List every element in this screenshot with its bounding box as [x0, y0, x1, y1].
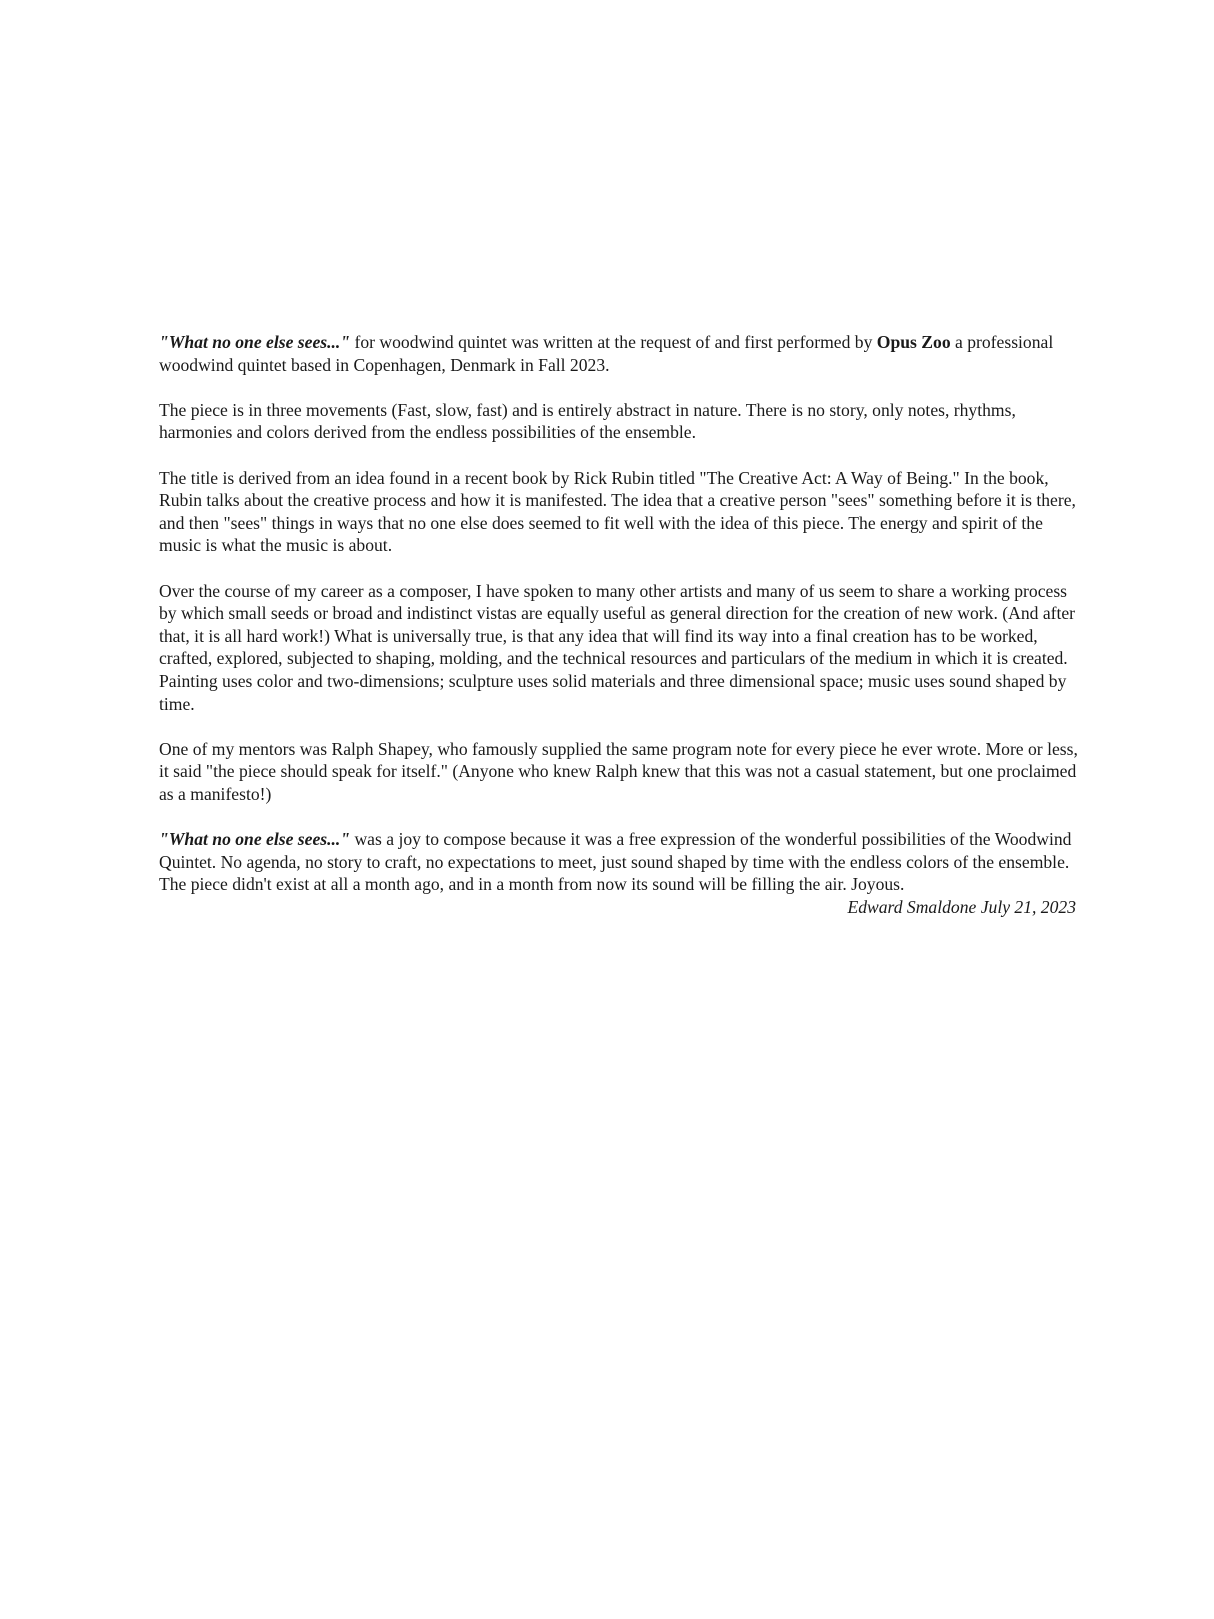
- program-note: [159, 331, 1079, 918]
- paragraph-closing: [159, 828, 1079, 896]
- paragraph-movements: The piece is in three movements (Fast, slow, fast) and is entirely abstract in nature. There is no story, only notes, rhythms, harmonies and colors derived from the endless possibilities of the ensemble.: [159, 399, 1016, 443]
- ensemble-name: Opus Zoo: [876, 332, 951, 352]
- piece-title: "What no one else sees...": [159, 332, 351, 352]
- paragraph-mentor: One of my mentors was Ralph Shapey, who famously supplied the same program note for every piece he ever wrote. More or less, it said "the piece should speak for itself." (Anyone who knew Ralph knew that this was not a casual statement, but one proclaimed as a manifesto!): [159, 738, 1078, 804]
- paragraph-creative-process: Over the course of my career as a composer, I have spoken to many other artists and many of us seem to share a working process by which small seeds or broad and indistinct vistas are equally useful as general direction for the creation of new work. (And after that, it is all hard work!) What is universally true, is that any idea that will find its way into a final creation has to be worked, crafted, explored, subjected to shaping, molding, and the technical resources and particulars of the medium in which it is created. Painting uses color and two-dimensions; sculpture uses solid materials and three dimensional space; music uses sound shaped by time.: [159, 580, 1076, 714]
- signature: Edward Smaldone July 21, 2023: [847, 896, 1076, 917]
- paragraph-intro: [159, 331, 1079, 376]
- closing-text: was a joy to compose because it was a free expression of the wonderful possibilities of the Woodwind Quintet. No agenda, no story to craft, no expectations to meet, just sound shaped by time with the endless colors of the ensemble. The piece didn't exist at all a month ago, and in a month from now its sound will be filling the air. Joyous.: [159, 829, 1072, 895]
- intro-text-a: for woodwind quintet was written at the request of and first performed by: [350, 332, 877, 352]
- piece-title-closing: "What no one else sees...": [159, 829, 351, 850]
- paragraph-title-origin: The title is derived from an idea found in a recent book by Rick Rubin titled "The Creative Act: A Way of Being." In the book, Rubin talks about the creative process and how it is manifested. The idea that a creative person "sees" something before it is there, and then "sees" things in ways that no one else does seemed to fit well with the idea of this piece. The energy and spirit of the music is what the music is about.: [159, 467, 1076, 556]
- intro-text-b: a professional woodwind quintet based in Copenhagen, Denmark in Fall 2023.: [159, 332, 1054, 375]
